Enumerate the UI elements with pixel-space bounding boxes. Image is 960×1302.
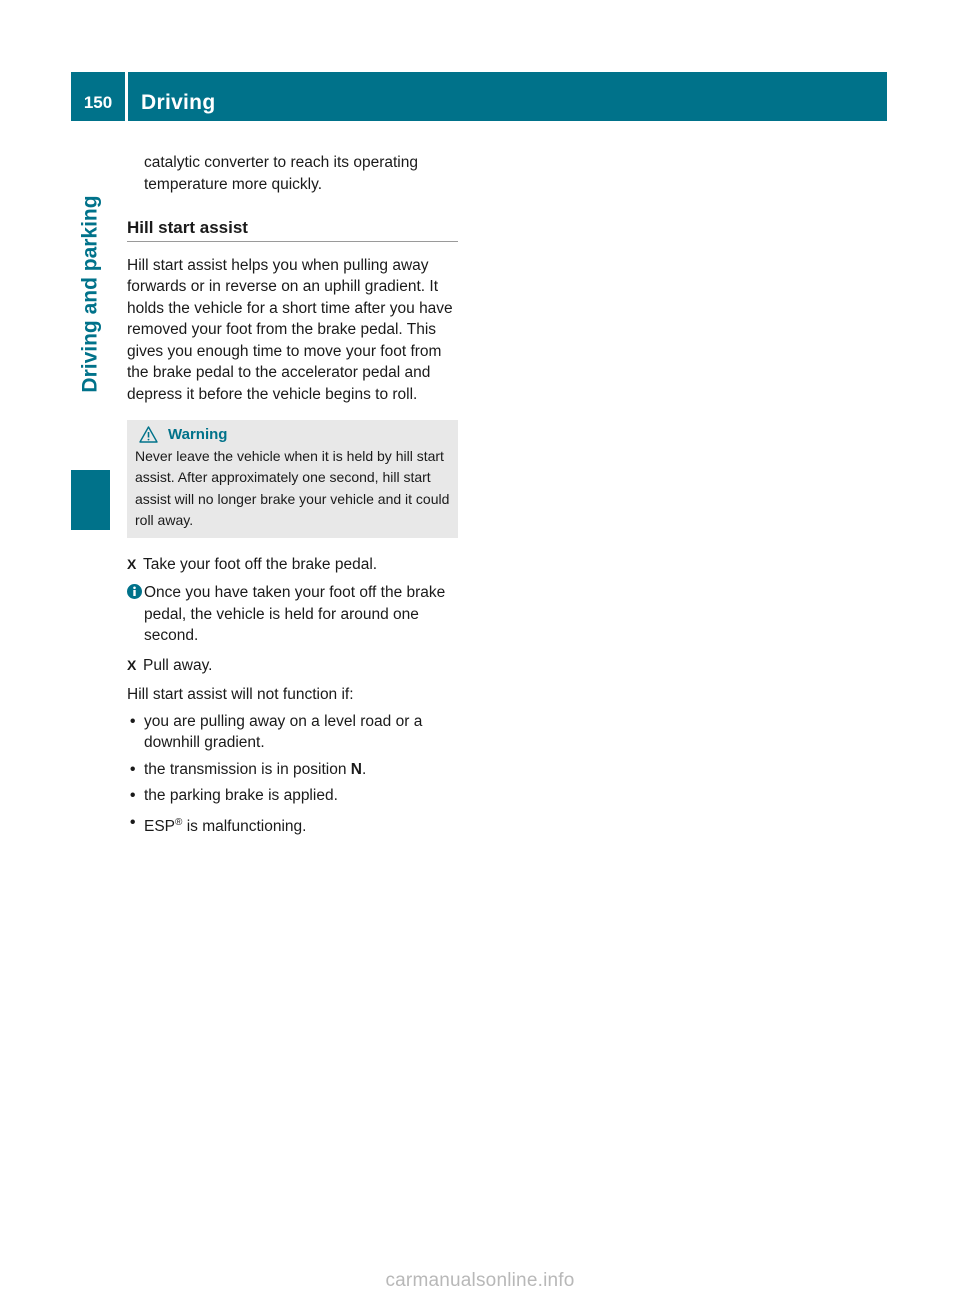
section-heading: Hill start assist bbox=[127, 217, 458, 242]
footer-watermark: carmanualsonline.info bbox=[385, 1270, 575, 1291]
bullet-marker: • bbox=[130, 712, 136, 730]
list-item bbox=[127, 759, 458, 781]
side-tab-marker bbox=[71, 470, 110, 530]
intro-continued: catalytic converter to reach its operating temperature more quickly. bbox=[144, 154, 418, 193]
info-note bbox=[127, 582, 458, 647]
instruction-marker-icon: X bbox=[127, 555, 137, 572]
header-divider bbox=[125, 72, 128, 121]
instruction-marker-icon: X bbox=[127, 656, 137, 673]
warning-text: Never leave the vehicle when it is held by hill start assist. After approximately one second, hill start assist will no longer brake your vehicle and it could roll away. bbox=[135, 447, 450, 528]
page-header bbox=[71, 72, 887, 121]
instruction-step bbox=[127, 554, 458, 576]
list-item-text-end: . bbox=[361, 760, 367, 778]
side-tab-label-wrap bbox=[71, 121, 110, 466]
bullet-marker: • bbox=[130, 813, 136, 831]
warning-title: Warning bbox=[168, 426, 228, 443]
info-text: Once you have taken your foot off the brake pedal, the vehicle is held for around one second. bbox=[144, 584, 446, 644]
list-item-text: the parking brake is applied. bbox=[144, 787, 338, 804]
bullet-marker: • bbox=[130, 760, 136, 778]
side-tab-label: Driving and parking bbox=[78, 194, 102, 393]
warning-header bbox=[135, 424, 450, 446]
list-item-text bbox=[144, 812, 306, 838]
list-item bbox=[127, 812, 458, 838]
info-icon bbox=[127, 582, 144, 647]
registered-mark: ® bbox=[175, 816, 183, 828]
warning-box bbox=[127, 420, 458, 538]
content-column bbox=[127, 152, 458, 837]
list-item bbox=[127, 711, 458, 754]
list-item-text-part: the transmission is in position bbox=[144, 760, 351, 778]
esp-label: ESP bbox=[144, 817, 176, 835]
list-item-text bbox=[144, 759, 366, 781]
list-item bbox=[127, 785, 458, 807]
section-title: Driving bbox=[141, 91, 216, 114]
conditions-intro: Hill start assist will not function if: bbox=[127, 686, 354, 703]
body-paragraph: Hill start assist helps you when pulling away forwards or in reverse on an uphill gradient. It holds the vehicle for a short time after you have removed your foot from the brake pedal. This gives you enough time to move your foot from the brake pedal to the accelerator pedal and depress it before the vehicle begins to roll. bbox=[127, 256, 453, 403]
instruction-text: Take your foot off the brake pedal. bbox=[143, 555, 378, 573]
gear-position: N bbox=[350, 760, 362, 778]
warning-triangle-icon bbox=[139, 426, 158, 443]
list-item-text-end: is malfunctioning. bbox=[182, 817, 307, 835]
instruction-text: Pull away. bbox=[143, 656, 213, 674]
list-item-text: you are pulling away on a level road or a downhill gradient. bbox=[144, 712, 423, 751]
bullet-marker: • bbox=[130, 787, 136, 804]
page-number: 150 bbox=[83, 93, 113, 112]
instruction-step bbox=[127, 655, 458, 677]
